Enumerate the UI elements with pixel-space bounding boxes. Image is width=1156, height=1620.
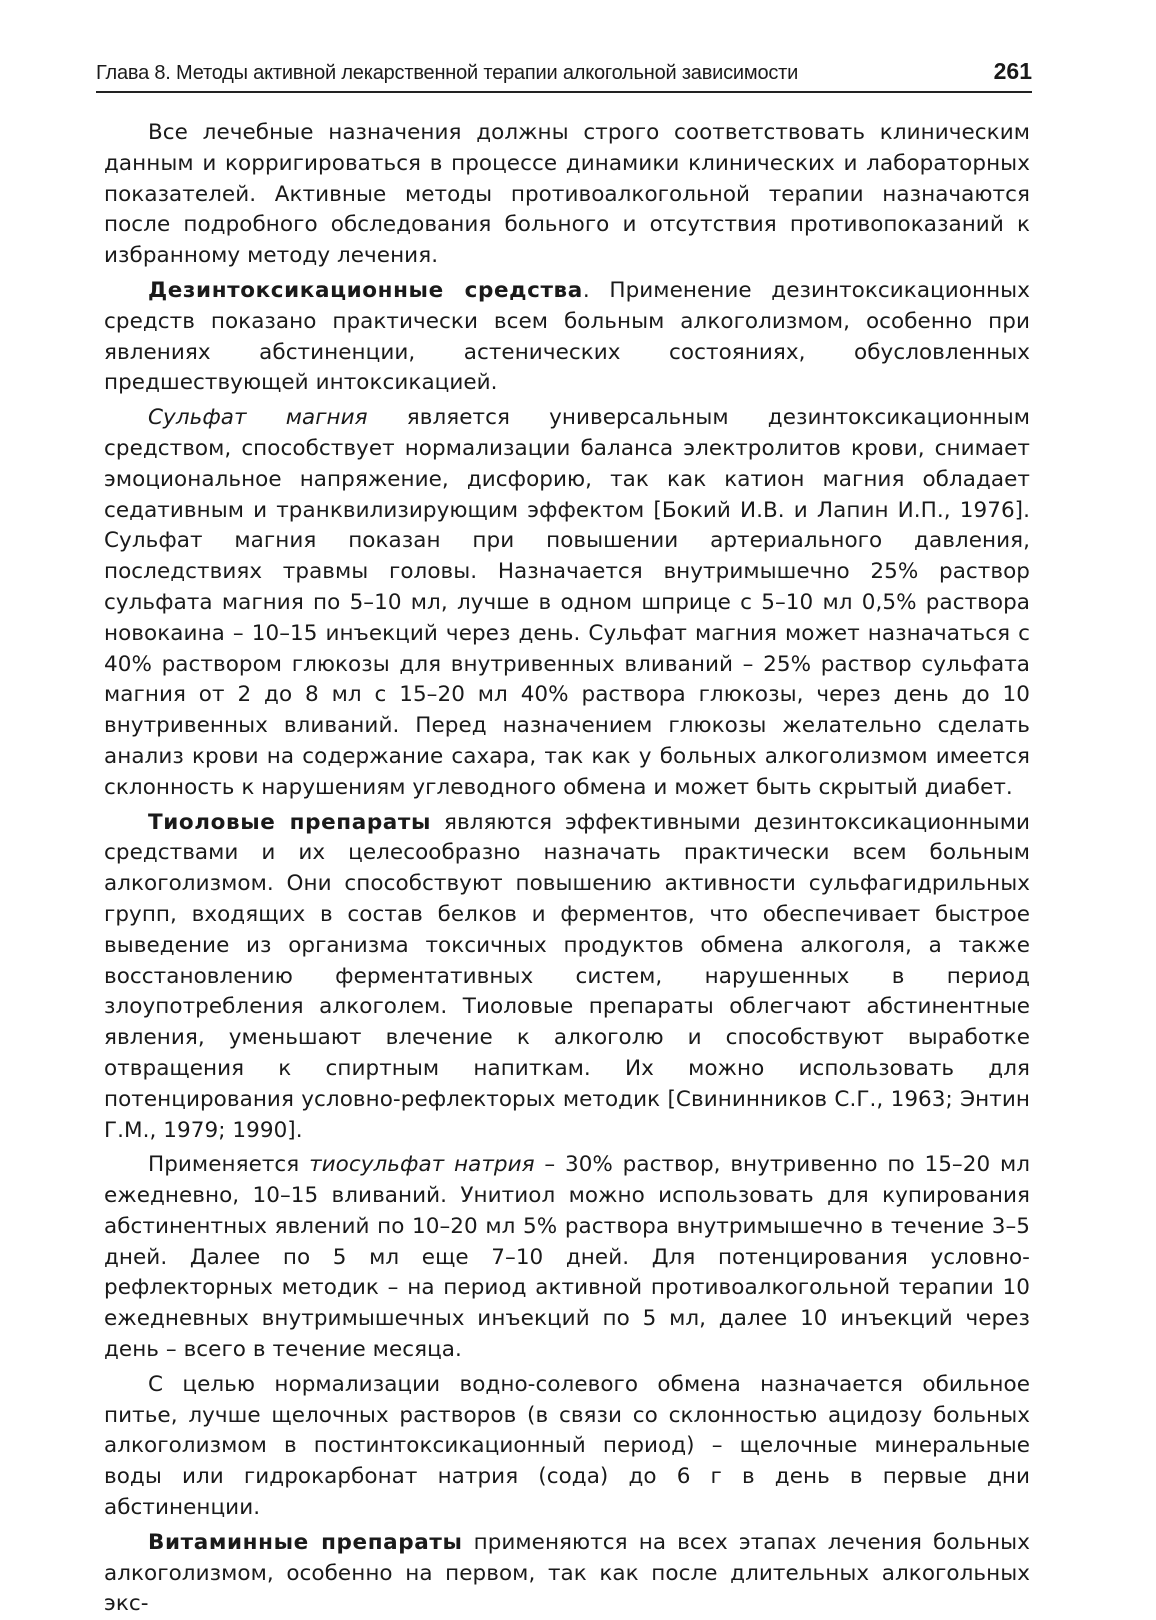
- paragraph-1: [104, 118, 1030, 272]
- term-detox-agents: Дезинтоксикационные средства: [148, 277, 583, 303]
- paragraph-2: [104, 276, 1030, 399]
- paragraph-6: [104, 1370, 1030, 1524]
- paragraph-text: является универсальным дезинтоксикационным средством, способствует нормализации баланса электролитов крови, снимает эмоциональное напряжение, дисфорию, так как катион магния обладает седативным и транквилизирующим эффектом [Бокий И.В. и Лапин И.П., 1976]. Сульфат магния показан при повышении артериального давления, последствиях травмы головы. Назначается внутримышечно 25% раствор сульфата магния по 5–10 мл, лучше в одном шприце с 5–10 мл 0,5% раствора новокаина – 10–15 инъекций через день. Сульфат магния может назначаться с 40% раствором глюкозы для внутривенных вливаний – 25% раствор сульфата магния от 2 до 8 мл с 15–20 мл 40% раствора глюкозы, через день до 10 внутривенных вливаний. Перед назначением глюкозы желательно сделать анализ крови на содержание сахара, так как у больных алкоголизмом имеется склонность к нарушениям углеводного обмена и может быть скрытый диабет.: [104, 405, 1030, 800]
- term-vitamin-drugs: Витаминные препараты: [148, 1529, 463, 1555]
- paragraph-text-lead: Применяется: [148, 1152, 310, 1178]
- running-title: Глава 8. Методы активной лекарственной терапии алкогольной зависимости: [96, 62, 799, 84]
- paragraph-text: Все лечебные назначения должны строго соответствовать клиническим данным и корригироваться в процессе динамики клинических и лабораторных показателей. Активные методы противоалкогольной терапии назначаются после подробного обследования больного и отсутствия противопоказаний к избранному методу лечения.: [104, 120, 1030, 269]
- paragraph-3: [104, 403, 1030, 803]
- body-text: [104, 118, 1030, 1620]
- paragraph-text: применяются на всех этапах лечения больных алкоголизмом, особенно на первом, так как после длительных алкогольных экс-: [104, 1529, 1030, 1617]
- page-number: 261: [993, 58, 1032, 84]
- paragraph-4: [104, 808, 1030, 1147]
- page-header: [96, 58, 1032, 93]
- term-magnesium-sulfate: Сульфат магния: [148, 405, 368, 431]
- term-thiol-drugs: Тиоловые препараты: [148, 809, 432, 835]
- paragraph-5: [104, 1150, 1030, 1366]
- paragraph-text: . Применение дезинтоксикационных средств показано практически всем больным алкоголизмом, особенно при явлениях абстиненции, астенических состояниях, обусловленных предшествующей интоксикацией.: [104, 277, 1030, 396]
- paragraph-text: являются эффективными дезинтоксикационными средствами и их целесообразно назначать практически всем больным алкоголизмом. Они способствуют повышению активности сульфагидрильных групп, входящих в состав белков и ферментов, что обеспечивает быстрое выведение из организма токсичных продуктов обмена алкоголя, а также восстановлению ферментативных систем, нарушенных в период злоупотребления алкоголем. Тиоловые препараты облегчают абстинентные явления, уменьшают влечение к алкоголю и способствуют выработке отвращения к спиртным напиткам. Их можно использовать для потенцирования условно-рефлекторых методик [Свининников С.Г., 1963; Энтин Г.М., 1979; 1990].: [104, 809, 1030, 1143]
- paragraph-7: [104, 1528, 1030, 1620]
- paragraph-text: – 30% раствор, внутривенно по 15–20 мл ежедневно, 10–15 вливаний. Унитиол можно использовать для купирования абстинентных явлений по 10–20 мл 5% раствора внутримышечно в течение 3–5 дней. Далее по 5 мл еще 7–10 дней. Для потенцирования условно-рефлекторных методик – на период активной противоалкогольной терапии 10 ежедневных внутримышечных инъекций по 5 мл, далее 10 инъекций через день – всего в течение месяца.: [104, 1152, 1031, 1363]
- term-sodium-thiosulfate: тиосульфат натрия: [309, 1152, 535, 1178]
- paragraph-text: С целью нормализации водно-солевого обмена назначается обильное питье, лучше щелочных растворов (в связи со склонностью ацидозу больных алкоголизмом в постинтоксикационный период) – щелочные минеральные воды или гидрокарбонат натрия (сода) до 6 г в день в первые дни абстиненции.: [104, 1371, 1030, 1521]
